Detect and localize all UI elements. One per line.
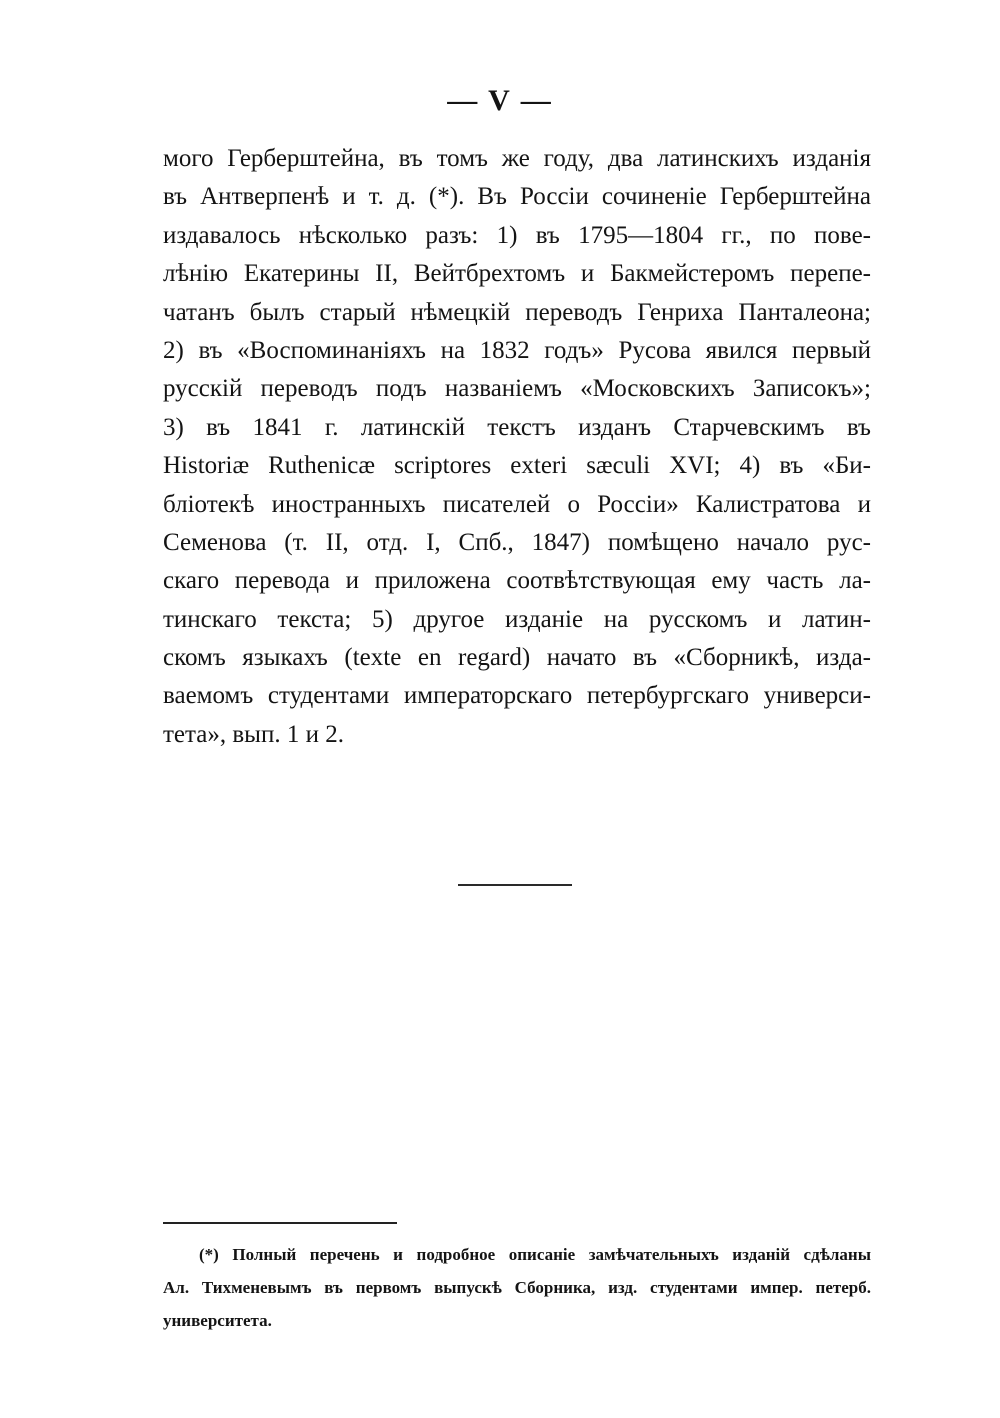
body-line: бліотекѣ иностранныхъ писателей о Россіи» Калистратова и [163,490,871,518]
body-line: 2) въ «Воспоминаніяхъ на 1832 годъ» Русова явился первый [163,336,871,364]
body-line: ваемомъ студентами императорскаго петербургскаго универси- [163,682,871,710]
footnote-line: университета. [163,1311,272,1330]
footnote [163,1238,871,1337]
footnote-divider [163,1222,397,1224]
body-line: скомъ языкахъ (texte en regard) начато въ «Сборникѣ, изда- [163,644,871,672]
body-line: скаго перевода и приложена соотвѣтствующая ему часть ла- [163,567,871,595]
body-line: русскій переводъ подъ названіемъ «Московскихъ Записокъ»; [163,375,871,403]
body-line: тета», вып. 1 и 2. [163,720,344,748]
body-line: лѣнію Екатерины II, Вейтбрехтомъ и Бакмейстеромъ перепе- [163,260,871,288]
footnote-line: (*) Полный перечень и подробное описаніе замѣчательныхъ изданій сдѣланы [199,1245,871,1264]
body-line: Семенова (т. II, отд. I, Спб., 1847) помѣщено начало рус- [163,528,871,556]
body-line: въ Антверпенѣ и т. д. (*). Въ Россіи сочиненіе Герберштейна [163,183,871,211]
body-line: Historiæ Ruthenicæ scriptores exteri sæculi XVI; 4) въ «Би- [163,452,871,480]
section-divider [458,884,572,886]
body-line: чатанъ былъ старый нѣмецкій переводъ Генриха Панталеона; [163,298,871,326]
body-line: тинскаго текста; 5) другое изданіе на русскомъ и латин- [163,605,871,633]
footnote-line: Ал. Тихменевымъ въ первомъ выпускѣ Сборника, изд. студентами импер. петерб. [163,1278,871,1297]
body-text [163,140,871,754]
body-line: издавалось нѣсколько разъ: 1) въ 1795—1804 гг., по пове- [163,221,871,249]
page-number: — V — [447,84,553,117]
body-line: мого Герберштейна, въ томъ же году, два латинскихъ изданія [163,145,871,172]
body-line: 3) въ 1841 г. латинскій текстъ изданъ Старчевскимъ въ [163,413,871,441]
